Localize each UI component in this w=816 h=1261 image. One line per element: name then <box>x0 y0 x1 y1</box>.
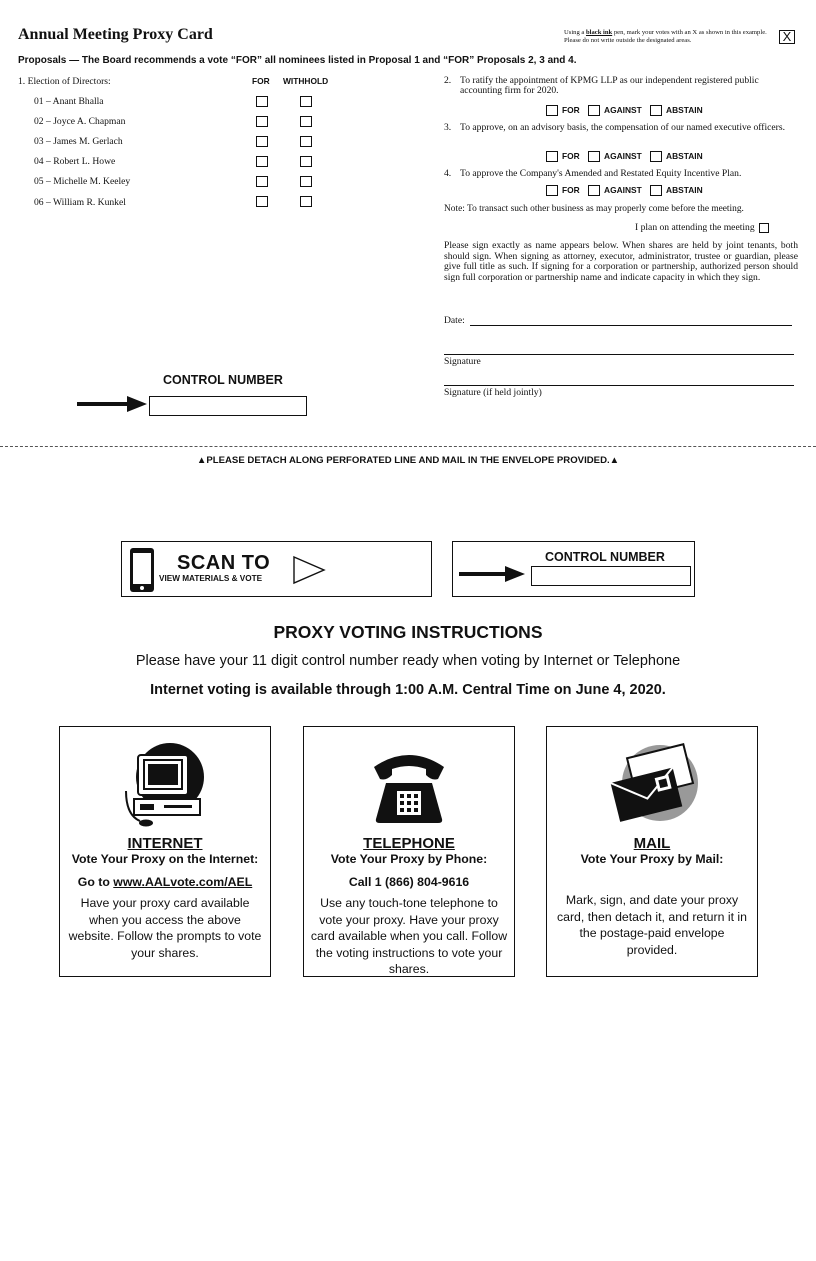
instructions-deadline: Internet voting is available through 1:00 A.M. Central Time on June 4, 2020. <box>150 682 666 698</box>
date-field[interactable] <box>470 314 792 326</box>
proposal-3 <box>444 123 800 133</box>
option-label: FOR <box>562 105 580 115</box>
control-number-box <box>531 566 691 586</box>
card-title: Annual Meeting Proxy Card <box>18 26 213 43</box>
nominee-name: 01 – Anant Bhalla <box>34 96 104 107</box>
nominee-name: 03 – James M. Gerlach <box>34 136 123 147</box>
nominee-01-withhold-checkbox[interactable] <box>300 96 312 107</box>
attend-meeting-label: I plan on attending the meeting <box>635 222 755 233</box>
instructions-control-number-note: Please have your 11 digit control number ready when voting by Internet or Telephone <box>135 653 681 669</box>
date-label: Date: <box>444 315 465 326</box>
proposal-2-against-checkbox[interactable] <box>588 105 600 116</box>
ink-note-prefix: Using a <box>564 29 586 36</box>
joint-signature-field[interactable] <box>444 374 794 386</box>
nominee-name: 02 – Joyce A. Chapman <box>34 116 126 127</box>
proposal-2-abstain-checkbox[interactable] <box>650 105 662 116</box>
marked-example-checkbox: X <box>779 30 795 44</box>
nominee-name: 04 – Robert L. Howe <box>34 156 116 167</box>
right-arrow-icon <box>459 566 525 582</box>
nominee-06-withhold-checkbox[interactable] <box>300 196 312 207</box>
nominee-02-for-checkbox[interactable] <box>256 116 268 127</box>
proposal-2-vote-options <box>546 105 709 116</box>
mail-voting-panel <box>546 726 758 977</box>
proposal-3-abstain-checkbox[interactable] <box>650 151 662 162</box>
proposal-text: To approve, on an advisory basis, the compensation of our named executive officers. <box>460 122 785 133</box>
right-arrow-icon <box>77 396 147 412</box>
attend-meeting-checkbox[interactable] <box>759 223 769 233</box>
option-label: AGAINST <box>604 185 642 195</box>
nominee-03-for-checkbox[interactable] <box>256 136 268 147</box>
scan-to-vote-box <box>121 541 432 597</box>
option-label: FOR <box>562 151 580 161</box>
option-label: AGAINST <box>604 151 642 161</box>
signature-label: Signature <box>444 356 481 367</box>
proposal-text: To approve the Company's Amended and Restated Equity Incentive Plan. <box>460 168 742 179</box>
computer-icon <box>120 739 210 829</box>
option-label: FOR <box>562 185 580 195</box>
internet-title: INTERNET <box>127 835 203 852</box>
control-number-label: CONTROL NUMBER <box>163 373 283 387</box>
mail-title: MAIL <box>633 835 671 852</box>
internet-go-to <box>60 875 270 889</box>
nominee-name: 05 – Michelle M. Keeley <box>34 176 131 187</box>
option-label: ABSTAIN <box>666 185 703 195</box>
proposal-number: 3. <box>444 122 452 133</box>
control-number-box <box>149 396 307 416</box>
telephone-voting-panel <box>303 726 515 977</box>
proposal-4-against-checkbox[interactable] <box>588 185 600 196</box>
other-business-note: Note: To transact such other business as may properly come before the meeting. <box>444 204 744 214</box>
proposal-2 <box>444 76 800 96</box>
proposal-number: 4. <box>444 168 452 179</box>
internet-instructions: Have your proxy card available when you access the above website. Follow the prompts to vote your shares. <box>68 896 262 960</box>
nominee-02-withhold-checkbox[interactable] <box>300 116 312 127</box>
telephone-number[interactable]: Call 1 (866) 804-9616 <box>348 875 470 889</box>
perforated-line <box>0 446 816 447</box>
column-header-withhold: WITHHOLD <box>283 76 329 86</box>
proposal-text: To ratify the appointment of KPMG LLP as our independent registered public accounting firm for 2020. <box>460 75 759 96</box>
scan-title: SCAN TO <box>177 552 271 574</box>
mail-subtitle: Vote Your Proxy by Mail: <box>580 852 724 866</box>
telephone-subtitle: Vote Your Proxy by Phone: <box>330 852 488 866</box>
proposal-3-for-checkbox[interactable] <box>546 151 558 162</box>
go-to-label: Go to <box>77 875 114 889</box>
option-label: ABSTAIN <box>666 105 703 115</box>
ink-instruction <box>564 29 774 45</box>
nominee-04-for-checkbox[interactable] <box>256 156 268 167</box>
proposal-4-for-checkbox[interactable] <box>546 185 558 196</box>
nominee-06-for-checkbox[interactable] <box>256 196 268 207</box>
option-label: AGAINST <box>604 105 642 115</box>
ink-note-emphasis: black ink <box>585 29 613 36</box>
proposal-3-against-checkbox[interactable] <box>588 151 600 162</box>
proposal-3-vote-options <box>546 151 709 162</box>
attend-meeting <box>635 222 769 233</box>
proposal-4-vote-options <box>546 185 709 196</box>
joint-signature-label: Signature (if held jointly) <box>444 387 542 398</box>
scan-subtitle: VIEW MATERIALS & VOTE <box>159 574 263 583</box>
ink-note-suffix: pen, mark your votes with an X as shown in this example. Please do not write outside the designated areas. <box>564 29 767 44</box>
signature-field[interactable] <box>444 343 794 355</box>
telephone-instructions: Use any touch-tone telephone to vote your proxy. Have your proxy card available when you call. Follow the voting instructions to vote your shares. <box>310 896 508 976</box>
control-number-panel <box>452 541 695 597</box>
nominee-01-for-checkbox[interactable] <box>256 96 268 107</box>
nominee-05-for-checkbox[interactable] <box>256 176 268 187</box>
proposal-number: 2. <box>444 75 452 86</box>
proposal-1-label: 1. Election of Directors: <box>18 76 111 87</box>
nominee-04-withhold-checkbox[interactable] <box>300 156 312 167</box>
signing-instructions: Please sign exactly as name appears below. When shares are held by joint tenants, both should sign. When signing as attorney, executor, administrator, trustee or guardian, please give full title as such. If signing for a corporation or partnership, authorized person should sign full corporation or partnership name and indicate capacity in which they sign. <box>444 240 798 283</box>
voting-website-link[interactable]: www.AALvote.com/AEL <box>113 875 253 889</box>
proposal-4-abstain-checkbox[interactable] <box>650 185 662 196</box>
envelope-icon <box>604 739 700 829</box>
option-label: ABSTAIN <box>666 151 703 161</box>
board-recommendation: Proposals — The Board recommends a vote “FOR” all nominees listed in Proposal 1 and “FOR” Proposals 2, 3 and 4. <box>18 55 577 66</box>
instructions-title: PROXY VOTING INSTRUCTIONS <box>273 622 543 642</box>
telephone-title: TELEPHONE <box>363 835 455 852</box>
internet-voting-panel <box>59 726 271 977</box>
mail-instructions: Mark, sign, and date your proxy card, then detach it, and return it in the postage-paid envelope provided. <box>556 893 748 957</box>
column-header-for: FOR <box>252 76 270 86</box>
nominee-03-withhold-checkbox[interactable] <box>300 136 312 147</box>
nominee-05-withhold-checkbox[interactable] <box>300 176 312 187</box>
smartphone-icon <box>129 547 155 593</box>
proposal-4 <box>444 169 800 179</box>
internet-subtitle: Vote Your Proxy on the Internet: <box>71 852 259 866</box>
play-arrow-icon <box>292 555 326 585</box>
nominee-name: 06 – William R. Kunkel <box>34 197 126 208</box>
telephone-icon <box>364 739 454 829</box>
control-number-label: CONTROL NUMBER <box>545 550 665 564</box>
proposal-2-for-checkbox[interactable] <box>546 105 558 116</box>
detach-instruction: ▲PLEASE DETACH ALONG PERFORATED LINE AND MAIL IN THE ENVELOPE PROVIDED.▲ <box>196 455 620 466</box>
